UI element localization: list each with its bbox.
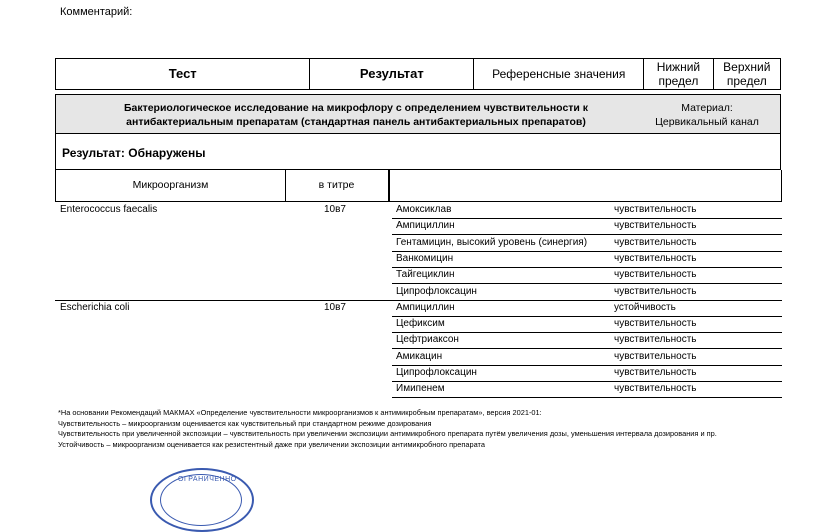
study-material bbox=[642, 101, 772, 129]
sensitivity-status: чувствительность bbox=[614, 236, 697, 248]
antibiotic-row bbox=[392, 235, 782, 252]
sensitivity-status: чувствительность bbox=[614, 334, 697, 346]
results-header-table bbox=[55, 58, 781, 90]
footnote-line: Устойчивость – микроорганизм оценивается как резистентный даже при увеличении экспозиции антимикробного препарата bbox=[58, 439, 485, 449]
antibiotic-name: Цефтриаксон bbox=[396, 334, 459, 346]
antibiotic-name: Ципрофлоксацин bbox=[396, 367, 477, 378]
sensitivity-status: чувствительность bbox=[614, 383, 697, 395]
antibiotic-row bbox=[392, 218, 782, 235]
header-lower: Нижний предел bbox=[644, 59, 713, 90]
organism-titer: 10в7 bbox=[324, 204, 346, 215]
antibiotic-row bbox=[392, 349, 782, 366]
antibiotic-row bbox=[392, 251, 782, 268]
study-block bbox=[55, 94, 781, 134]
result-row bbox=[55, 134, 781, 170]
col-organism: Микроорганизм bbox=[55, 170, 286, 202]
organism-separator bbox=[55, 300, 392, 301]
antibiotic-name: Ампициллин bbox=[396, 220, 455, 232]
sensitivity-status: чувствительность bbox=[614, 204, 697, 215]
antibiotic-row bbox=[392, 365, 782, 382]
antibiotic-name: Ванкомицин bbox=[396, 252, 454, 264]
header-result: Результат bbox=[310, 59, 474, 90]
antibiotic-row bbox=[392, 267, 782, 284]
stamp-text: ОГРАНИЧЕННО bbox=[178, 476, 237, 483]
organism-name: Enterococcus faecalis bbox=[60, 204, 158, 215]
antibiotic-name: Амоксиклав bbox=[396, 204, 452, 215]
antibiotic-row bbox=[392, 316, 782, 333]
footnote-line: *На основании Рекомендаций МАКМАХ «Определение чувствительности микроорганизмов к антимикробным препаратам», версия 2021-01: bbox=[58, 408, 542, 417]
sensitivity-status: чувствительность bbox=[614, 350, 697, 362]
organism-name: Escherichia coli bbox=[60, 301, 130, 313]
sensitivity-status: устойчивость bbox=[614, 301, 676, 313]
antibiotic-row bbox=[392, 300, 782, 317]
col-titer: в титре bbox=[284, 170, 390, 202]
header-reference: Референсные значения bbox=[474, 59, 644, 90]
antibiotic-row bbox=[392, 381, 782, 398]
antibiotic-name: Амикацин bbox=[396, 350, 443, 362]
sensitivity-status: чувствительность bbox=[614, 220, 697, 232]
antibiotic-name: Ампициллин bbox=[396, 301, 455, 313]
antibiotic-name: Цефиксим bbox=[396, 318, 445, 330]
result-text: Результат: Обнаружены bbox=[62, 146, 206, 160]
organism-titer: 10в7 bbox=[324, 301, 346, 313]
study-title: Бактериологическое исследование на микрофлору с определением чувствительности к антибактериальным препаратам (стандартная панель антибактериальных препаратов) bbox=[123, 102, 589, 128]
material-value: Цервикальный канал bbox=[655, 116, 759, 128]
comment-label: Комментарий: bbox=[60, 6, 133, 18]
sensitivity-status: чувствительность bbox=[614, 252, 697, 264]
antibiotic-name: Тайгециклин bbox=[396, 269, 455, 281]
header-test: Тест bbox=[56, 59, 310, 90]
header-upper: Верхний предел bbox=[713, 59, 780, 90]
sensitivity-status: чувствительность bbox=[614, 285, 697, 297]
material-label: Материал: bbox=[681, 102, 733, 114]
sensitivity-status: чувствительность bbox=[614, 367, 697, 378]
antibiotic-name: Ципрофлоксацин bbox=[396, 285, 477, 297]
col-antibiotics bbox=[388, 170, 782, 202]
sensitivity-status: чувствительность bbox=[614, 318, 697, 330]
antibiotic-name: Гентамицин, высокий уровень (синергия) bbox=[396, 236, 588, 248]
antibiotic-name: Имипенем bbox=[396, 383, 445, 395]
footnote-line: Чувствительность – микроорганизм оценивается как чувствительный при стандартном режиме дозирования bbox=[58, 418, 432, 428]
sensitivity-status: чувствительность bbox=[614, 269, 697, 281]
antibiotic-row bbox=[392, 202, 782, 219]
antibiotic-row bbox=[392, 284, 782, 301]
footnotes bbox=[58, 408, 778, 450]
footnote-line: Чувствительность при увеличенной экспозиции – чувствительность при увеличении экспозиции антимикробного препарата путём увеличения дозы, уменьшения интервала дозирования и пр. bbox=[58, 429, 717, 439]
antibiotic-row bbox=[392, 332, 782, 349]
